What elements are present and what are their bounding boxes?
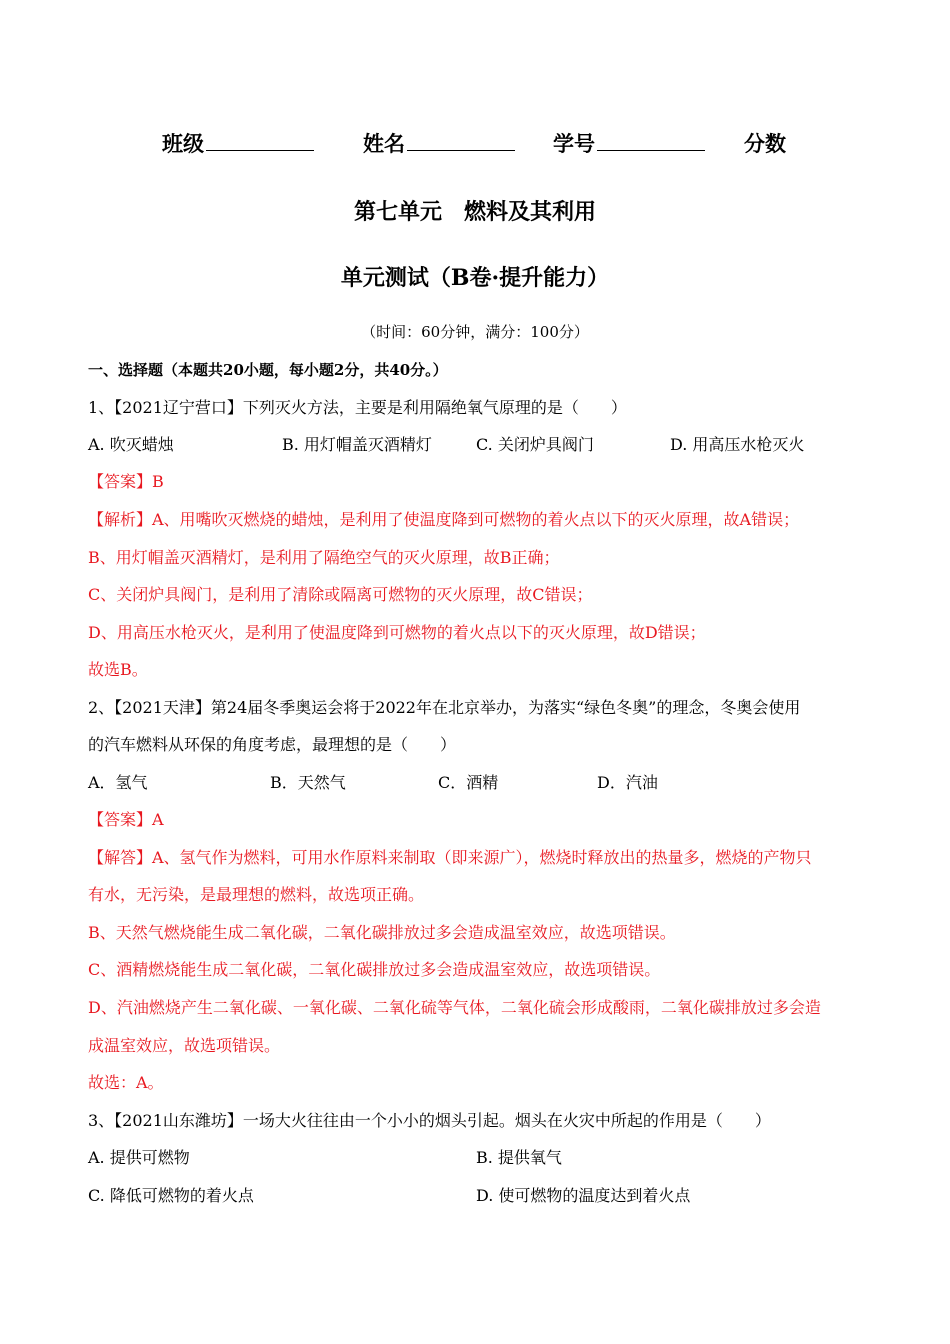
q2-option-a: A．氢气 bbox=[88, 773, 148, 792]
q2-analysis-line: D、汽油燃烧产生二氧化碳、一氧化碳、二氧化硫等气体，二氧化硫会形成酸雨，二氧化碳排放过多会造 bbox=[88, 998, 821, 1017]
q3-option-d: D. 使可燃物的温度达到着火点 bbox=[476, 1186, 691, 1205]
class-label: 班级 bbox=[162, 131, 204, 156]
q1-stem: 1、【2021辽宁营口】下列灭火方法，主要是利用隔绝氧气原理的是（ ） bbox=[88, 398, 627, 417]
q2-analysis-line: 【解答】A、氢气作为燃料，可用水作原料来制取（即来源广），燃烧时释放出的热量多，燃烧的产物只 bbox=[88, 848, 812, 867]
name-label: 姓名 bbox=[363, 131, 405, 156]
q3-option-c: C. 降低可燃物的着火点 bbox=[88, 1186, 254, 1205]
q3-stem: 3、【2021山东潍坊】一场大火往往由一个小小的烟头引起。烟头在火灾中所起的作用是（ ） bbox=[88, 1111, 771, 1130]
class-field bbox=[162, 130, 314, 158]
q1-analysis-line: B、用灯帽盖灭酒精灯，是利用了隔绝空气的灭火原理，故B正确； bbox=[88, 548, 560, 567]
q2-stem-line: 2、【2021天津】第24届冬季奥运会将于2022年在北京举办，为落实“绿色冬奥”的理念，冬奥会使用 bbox=[88, 698, 801, 717]
q2-option-b: B．天然气 bbox=[270, 773, 346, 792]
name-blank[interactable] bbox=[407, 130, 515, 151]
q1-analysis-line: 故选B。 bbox=[88, 660, 148, 679]
q2-analysis-line: C、酒精燃烧能生成二氧化碳，二氧化碳排放过多会造成温室效应，故选项错误。 bbox=[88, 960, 661, 979]
q1-option-b: B. 用灯帽盖灭酒精灯 bbox=[282, 435, 432, 454]
q2-analysis-line: 故选：A。 bbox=[88, 1073, 164, 1092]
score-label: 分数 bbox=[744, 131, 786, 156]
q2-answer: 【答案】A bbox=[88, 810, 164, 829]
q3-option-b: B. 提供氧气 bbox=[476, 1148, 562, 1167]
q2-analysis-line: B、天然气燃烧能生成二氧化碳，二氧化碳排放过多会造成温室效应，故选项错误。 bbox=[88, 923, 676, 942]
score-field bbox=[744, 130, 786, 158]
q2-option-c: C．酒精 bbox=[438, 773, 499, 792]
page-title: 第七单元 燃料及其利用 bbox=[353, 199, 596, 225]
id-field bbox=[553, 130, 705, 158]
q2-option-d: D．汽油 bbox=[597, 773, 658, 792]
time-info: （时间：60分钟，满分：100分） bbox=[361, 323, 589, 341]
q1-answer: 【答案】B bbox=[88, 472, 164, 491]
q1-analysis-line: D、用高压水枪灭火，是利用了使温度降到可燃物的着火点以下的灭火原理，故D错误； bbox=[88, 623, 706, 642]
id-blank[interactable] bbox=[597, 130, 705, 151]
q1-analysis-line: 【解析】A、用嘴吹灭燃烧的蜡烛，是利用了使温度降到可燃物的着火点以下的灭火原理，故A错误； bbox=[88, 510, 800, 529]
q2-analysis-line: 成温室效应，故选项错误。 bbox=[88, 1036, 281, 1055]
page-subtitle: 单元测试（B卷·提升能力） bbox=[340, 265, 610, 291]
q1-option-d: D. 用高压水枪灭火 bbox=[670, 435, 805, 454]
section-heading: 一、选择题（本题共20小题，每小题2分，共40分。） bbox=[88, 361, 448, 379]
q3-option-a: A. 提供可燃物 bbox=[88, 1148, 190, 1167]
id-label: 学号 bbox=[553, 131, 595, 156]
q1-option-a: A. 吹灭蜡烛 bbox=[88, 435, 174, 454]
q1-option-c: C. 关闭炉具阀门 bbox=[476, 435, 594, 454]
q2-analysis-line: 有水，无污染，是最理想的燃料，故选项正确。 bbox=[88, 885, 425, 904]
q2-stem-line: 的汽车燃料从环保的角度考虑，最理想的是（ ） bbox=[88, 735, 457, 754]
class-blank[interactable] bbox=[206, 130, 314, 151]
q1-analysis-line: C、关闭炉具阀门，是利用了清除或隔离可燃物的灭火原理，故C错误； bbox=[88, 585, 593, 604]
name-field bbox=[363, 130, 515, 158]
